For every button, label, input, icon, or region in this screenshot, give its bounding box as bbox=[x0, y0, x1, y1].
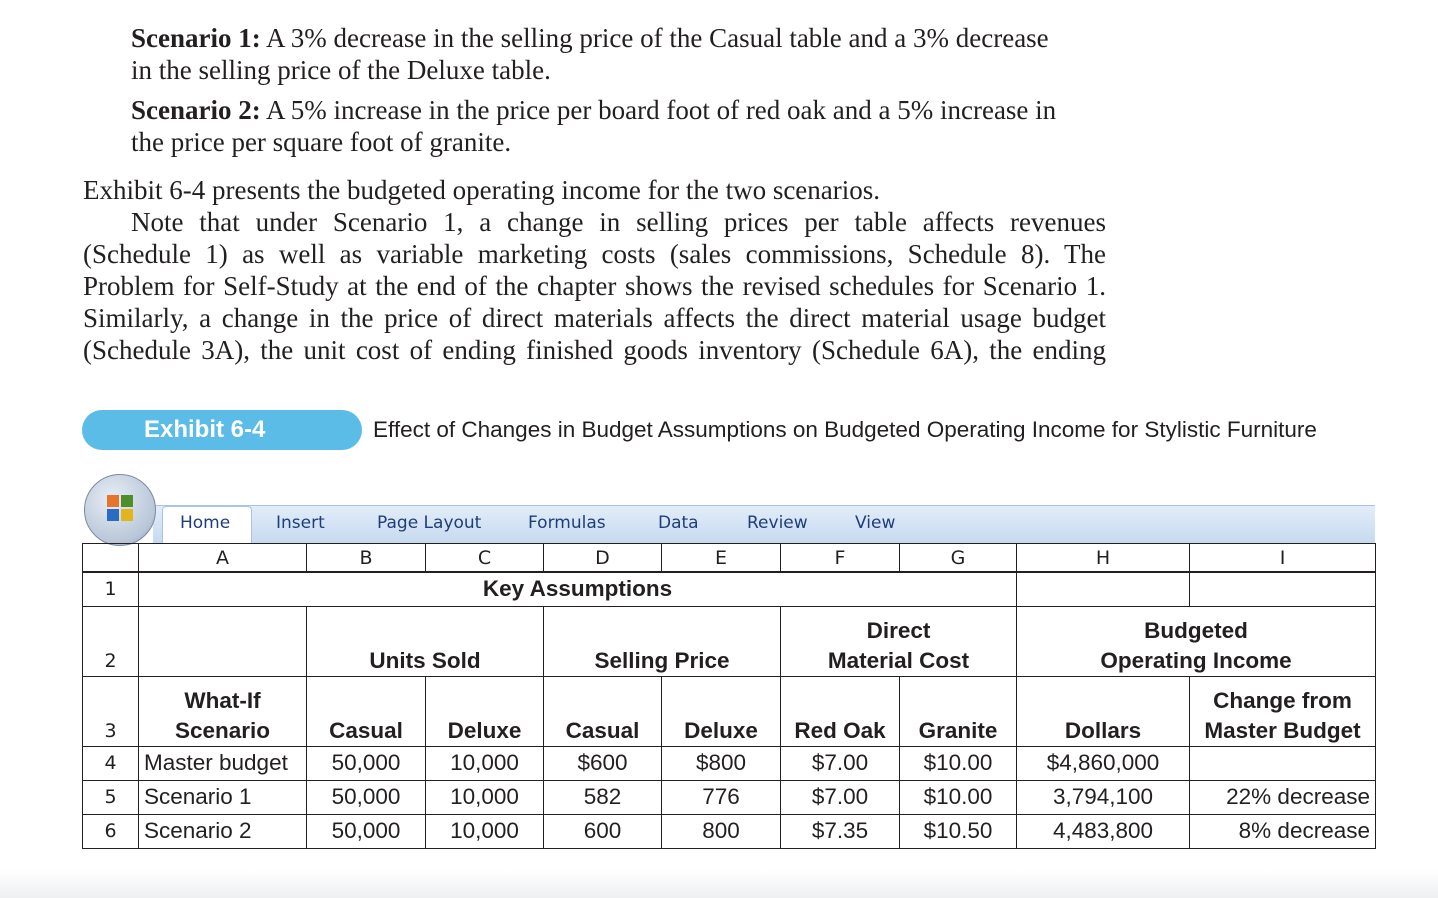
table-row bbox=[83, 814, 1376, 848]
tab-data[interactable]: Data bbox=[658, 513, 699, 533]
office-button[interactable] bbox=[84, 474, 156, 546]
row-1 bbox=[83, 572, 1376, 606]
scenario-1-line-2: in the selling price of the Deluxe table. bbox=[131, 55, 551, 85]
exhibit-label: Exhibit 6-4 bbox=[82, 410, 362, 450]
price-casual[interactable]: $600 bbox=[544, 746, 662, 780]
table-row bbox=[83, 780, 1376, 814]
price-deluxe[interactable]: $800 bbox=[662, 746, 781, 780]
red-oak-header[interactable]: Red Oak bbox=[781, 676, 900, 746]
column-header-d[interactable]: D bbox=[544, 544, 662, 573]
price-deluxe[interactable]: 800 bbox=[662, 814, 781, 848]
units-deluxe-header[interactable]: Deluxe bbox=[426, 676, 544, 746]
dmc-line-2: Material Cost bbox=[827, 647, 970, 673]
income-change[interactable]: 8% decrease bbox=[1190, 814, 1376, 848]
scenario-1-label: Scenario 1: bbox=[131, 23, 261, 53]
cell-i1[interactable] bbox=[1190, 572, 1376, 606]
row-number-1[interactable]: 1 bbox=[83, 572, 139, 606]
spreadsheet-grid bbox=[82, 543, 1376, 849]
column-header-c[interactable]: C bbox=[426, 544, 544, 573]
selling-price-header[interactable]: Selling Price bbox=[544, 606, 781, 676]
select-all-corner[interactable] bbox=[83, 544, 139, 573]
units-deluxe[interactable]: 10,000 bbox=[426, 814, 544, 848]
column-header-i[interactable]: I bbox=[1190, 544, 1376, 573]
scenario-1-line-1 bbox=[131, 22, 1049, 54]
income-dollars[interactable]: $4,860,000 bbox=[1017, 746, 1190, 780]
dollars-header[interactable]: Dollars bbox=[1017, 676, 1190, 746]
scenario-name[interactable]: Master budget bbox=[139, 746, 307, 780]
scenario-2-line-1 bbox=[131, 94, 1056, 126]
row-number-2[interactable]: 2 bbox=[83, 606, 139, 676]
units-casual[interactable]: 50,000 bbox=[307, 746, 426, 780]
scenario-name[interactable]: Scenario 2 bbox=[139, 814, 307, 848]
units-sold-header[interactable]: Units Sold bbox=[307, 606, 544, 676]
units-deluxe[interactable]: 10,000 bbox=[426, 780, 544, 814]
office-logo-icon bbox=[85, 475, 155, 545]
tab-home[interactable]: Home bbox=[180, 513, 231, 533]
paragraph-2-line-4: Similarly, a change in the price of direct materials affects the direct material usage budget bbox=[83, 303, 1106, 333]
scenario-2-label: Scenario 2: bbox=[131, 95, 261, 125]
tab-insert[interactable]: Insert bbox=[276, 513, 325, 533]
row-number-5[interactable]: 5 bbox=[83, 780, 139, 814]
change-line-1: Change from bbox=[1213, 687, 1352, 713]
income-dollars[interactable]: 4,483,800 bbox=[1017, 814, 1190, 848]
cell-a2[interactable] bbox=[139, 606, 307, 676]
price-casual[interactable]: 582 bbox=[544, 780, 662, 814]
red-oak-cost[interactable]: $7.00 bbox=[781, 746, 900, 780]
units-casual[interactable]: 50,000 bbox=[307, 780, 426, 814]
whatif-line-1: What-If bbox=[184, 687, 261, 713]
paragraph-2-line-3: Problem for Self-Study at the end of the chapter shows the revised schedules for Scenario 1. bbox=[83, 271, 1106, 301]
granite-cost[interactable]: $10.00 bbox=[900, 746, 1017, 780]
income-change[interactable]: 22% decrease bbox=[1190, 780, 1376, 814]
what-if-scenario-header[interactable] bbox=[139, 676, 307, 746]
tab-page-layout[interactable]: Page Layout bbox=[377, 513, 482, 533]
row-number-6[interactable]: 6 bbox=[83, 814, 139, 848]
granite-header[interactable]: Granite bbox=[900, 676, 1017, 746]
paragraph-2-line-5: (Schedule 3A), the unit cost of ending finished goods inventory (Schedule 6A), the ending bbox=[83, 335, 1106, 365]
key-assumptions-title[interactable]: Key Assumptions bbox=[139, 572, 1017, 606]
exhibit-caption: Effect of Changes in Budget Assumptions on Budgeted Operating Income for Stylistic Furniture bbox=[373, 417, 1317, 442]
column-header-b[interactable]: B bbox=[307, 544, 426, 573]
paragraph-2-line-2: (Schedule 1) as well as variable marketing costs (sales commissions, Schedule 8). The bbox=[83, 239, 1106, 269]
change-header[interactable] bbox=[1190, 676, 1376, 746]
dmc-line-1: Direct bbox=[866, 617, 931, 643]
tab-view[interactable]: View bbox=[855, 513, 896, 533]
paragraph-1: Exhibit 6-4 presents the budgeted operating income for the two scenarios. bbox=[83, 175, 881, 205]
column-header-a[interactable]: A bbox=[139, 544, 307, 573]
price-casual-header[interactable]: Casual bbox=[544, 676, 662, 746]
income-dollars[interactable]: 3,794,100 bbox=[1017, 780, 1190, 814]
column-header-row bbox=[83, 544, 1376, 573]
tab-review[interactable]: Review bbox=[747, 513, 808, 533]
price-deluxe-header[interactable]: Deluxe bbox=[662, 676, 781, 746]
units-deluxe[interactable]: 10,000 bbox=[426, 746, 544, 780]
income-change[interactable] bbox=[1190, 746, 1376, 780]
change-line-2: Master Budget bbox=[1204, 717, 1361, 743]
tab-formulas[interactable]: Formulas bbox=[528, 513, 606, 533]
page-bottom-fade bbox=[0, 870, 1438, 898]
table-row bbox=[83, 746, 1376, 780]
row-number-4[interactable]: 4 bbox=[83, 746, 139, 780]
paragraph-2-line-1: Note that under Scenario 1, a change in selling prices per table affects revenues bbox=[131, 207, 1106, 237]
column-header-f[interactable]: F bbox=[781, 544, 900, 573]
cell-h1[interactable] bbox=[1017, 572, 1190, 606]
granite-cost[interactable]: $10.50 bbox=[900, 814, 1017, 848]
boi-line-2: Operating Income bbox=[1100, 647, 1292, 673]
column-header-h[interactable]: H bbox=[1017, 544, 1190, 573]
scenario-1-text: A 3% decrease in the selling price of the Casual table and a 3% decrease bbox=[266, 23, 1049, 53]
price-deluxe[interactable]: 776 bbox=[662, 780, 781, 814]
units-casual[interactable]: 50,000 bbox=[307, 814, 426, 848]
scenario-2-line-2: the price per square foot of granite. bbox=[131, 127, 512, 157]
red-oak-cost[interactable]: $7.00 bbox=[781, 780, 900, 814]
direct-material-cost-header[interactable] bbox=[781, 606, 1017, 676]
units-casual-header[interactable]: Casual bbox=[307, 676, 426, 746]
budgeted-operating-income-header[interactable] bbox=[1017, 606, 1376, 676]
price-casual[interactable]: 600 bbox=[544, 814, 662, 848]
column-header-g[interactable]: G bbox=[900, 544, 1017, 573]
boi-line-1: Budgeted bbox=[1144, 617, 1248, 643]
red-oak-cost[interactable]: $7.35 bbox=[781, 814, 900, 848]
row-2 bbox=[83, 606, 1376, 676]
granite-cost[interactable]: $10.00 bbox=[900, 780, 1017, 814]
row-number-3[interactable]: 3 bbox=[83, 676, 139, 746]
whatif-line-2: Scenario bbox=[174, 717, 271, 743]
scenario-name[interactable]: Scenario 1 bbox=[139, 780, 307, 814]
row-3 bbox=[83, 676, 1376, 746]
column-header-e[interactable]: E bbox=[662, 544, 781, 573]
scenario-2-text: A 5% increase in the price per board foot of red oak and a 5% increase in bbox=[266, 95, 1057, 125]
